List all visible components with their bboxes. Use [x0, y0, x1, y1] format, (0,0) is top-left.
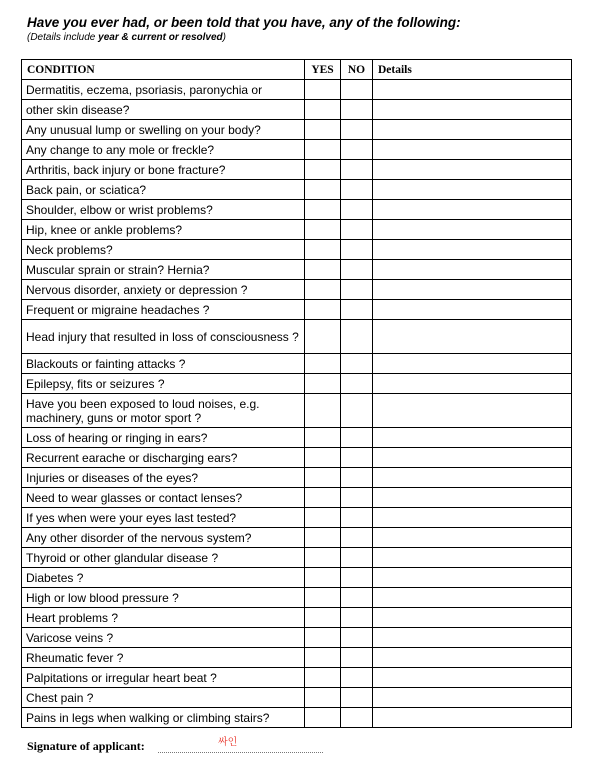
yes-checkbox-cell[interactable] — [305, 280, 341, 300]
yes-checkbox-cell[interactable] — [305, 588, 341, 608]
condition-cell: If yes when were your eyes last tested? — [22, 508, 305, 528]
details-field[interactable] — [373, 668, 572, 688]
no-checkbox-cell[interactable] — [341, 428, 373, 448]
details-field[interactable] — [373, 354, 572, 374]
signature-stamp: 싸인 — [218, 737, 238, 748]
details-field[interactable] — [373, 374, 572, 394]
header-condition: CONDITION — [22, 60, 305, 80]
yes-checkbox-cell[interactable] — [305, 300, 341, 320]
details-field[interactable] — [373, 320, 572, 354]
yes-checkbox-cell[interactable] — [305, 220, 341, 240]
no-checkbox-cell[interactable] — [341, 394, 373, 428]
condition-cell: Varicose veins ? — [22, 628, 305, 648]
table-row — [22, 240, 572, 260]
no-checkbox-cell[interactable] — [341, 708, 373, 728]
condition-cell: Loss of hearing or ringing in ears? — [22, 428, 305, 448]
condition-cell: Pains in legs when walking or climbing stairs? — [22, 708, 305, 728]
table-row — [22, 548, 572, 568]
no-checkbox-cell[interactable] — [341, 648, 373, 668]
condition-cell: Palpitations or irregular heart beat ? — [22, 668, 305, 688]
condition-cell: Heart problems ? — [22, 608, 305, 628]
no-checkbox-cell[interactable] — [341, 180, 373, 200]
yes-checkbox-cell[interactable] — [305, 708, 341, 728]
condition-cell: Any other disorder of the nervous system? — [22, 528, 305, 548]
no-checkbox-cell[interactable] — [341, 320, 373, 354]
no-checkbox-cell[interactable] — [341, 568, 373, 588]
no-checkbox-cell[interactable] — [341, 300, 373, 320]
yes-checkbox-cell[interactable] — [305, 374, 341, 394]
yes-checkbox-cell[interactable] — [305, 648, 341, 668]
table-row — [22, 528, 572, 548]
table-row — [22, 320, 572, 354]
no-checkbox-cell[interactable] — [341, 548, 373, 568]
details-field[interactable] — [373, 588, 572, 608]
condition-cell: Arthritis, back injury or bone fracture? — [22, 160, 305, 180]
table-row — [22, 428, 572, 448]
yes-checkbox-cell[interactable] — [305, 528, 341, 548]
details-field[interactable] — [373, 120, 572, 140]
yes-checkbox-cell[interactable] — [305, 320, 341, 354]
condition-cell: Thyroid or other glandular disease ? — [22, 548, 305, 568]
conditions-table — [21, 59, 572, 728]
yes-checkbox-cell[interactable] — [305, 568, 341, 588]
details-field[interactable] — [373, 468, 572, 488]
yes-checkbox-cell[interactable] — [305, 354, 341, 374]
table-row — [22, 448, 572, 468]
no-checkbox-cell[interactable] — [341, 528, 373, 548]
details-field[interactable] — [373, 300, 572, 320]
details-field[interactable] — [373, 180, 572, 200]
no-checkbox-cell[interactable] — [341, 508, 373, 528]
yes-checkbox-cell[interactable] — [305, 394, 341, 428]
no-checkbox-cell[interactable] — [341, 100, 373, 120]
no-checkbox-cell[interactable] — [341, 488, 373, 508]
details-field[interactable] — [373, 628, 572, 648]
table-row — [22, 394, 572, 428]
condition-cell: High or low blood pressure ? — [22, 588, 305, 608]
table-row — [22, 260, 572, 280]
form-subheading — [27, 32, 226, 43]
signature-label: Signature of applicant: — [27, 739, 145, 753]
no-checkbox-cell[interactable] — [341, 80, 373, 100]
yes-checkbox-cell[interactable] — [305, 508, 341, 528]
header-no: NO — [341, 60, 373, 80]
condition-cell: Back pain, or sciatica? — [22, 180, 305, 200]
yes-checkbox-cell[interactable] — [305, 160, 341, 180]
details-field[interactable] — [373, 240, 572, 260]
yes-checkbox-cell[interactable] — [305, 140, 341, 160]
condition-cell: Shoulder, elbow or wrist problems? — [22, 200, 305, 220]
details-field[interactable] — [373, 508, 572, 528]
yes-checkbox-cell[interactable] — [305, 200, 341, 220]
table-row — [22, 648, 572, 668]
condition-cell: Recurrent earache or discharging ears? — [22, 448, 305, 468]
yes-checkbox-cell[interactable] — [305, 468, 341, 488]
condition-cell: Blackouts or fainting attacks ? — [22, 354, 305, 374]
details-field[interactable] — [373, 528, 572, 548]
table-row — [22, 488, 572, 508]
subheading-suffix: ) — [222, 32, 226, 43]
no-checkbox-cell[interactable] — [341, 140, 373, 160]
table-row — [22, 468, 572, 488]
condition-cell: Epilepsy, fits or seizures ? — [22, 374, 305, 394]
table-row — [22, 120, 572, 140]
details-field[interactable] — [373, 568, 572, 588]
condition-cell: Frequent or migraine headaches ? — [22, 300, 305, 320]
condition-cell: Any unusual lump or swelling on your body? — [22, 120, 305, 140]
details-field[interactable] — [373, 688, 572, 708]
yes-checkbox-cell[interactable] — [305, 260, 341, 280]
details-field[interactable] — [373, 428, 572, 448]
condition-cell: Hip, knee or ankle problems? — [22, 220, 305, 240]
subheading-emphasis: year & current or resolved — [98, 32, 223, 43]
form-heading: Have you ever had, or been told that you have, any of the following: — [27, 15, 461, 30]
table-header-row — [22, 60, 572, 80]
details-field[interactable] — [373, 200, 572, 220]
table-row — [22, 354, 572, 374]
details-field[interactable] — [373, 608, 572, 628]
no-checkbox-cell[interactable] — [341, 220, 373, 240]
condition-cell: Muscular sprain or strain? Hernia? — [22, 260, 305, 280]
yes-checkbox-cell[interactable] — [305, 688, 341, 708]
yes-checkbox-cell[interactable] — [305, 240, 341, 260]
no-checkbox-cell[interactable] — [341, 200, 373, 220]
details-field[interactable] — [373, 548, 572, 568]
yes-checkbox-cell[interactable] — [305, 80, 341, 100]
yes-checkbox-cell[interactable] — [305, 100, 341, 120]
details-field[interactable] — [373, 394, 572, 428]
table-row — [22, 200, 572, 220]
table-row — [22, 300, 572, 320]
details-field[interactable] — [373, 100, 572, 120]
condition-cell: Chest pain ? — [22, 688, 305, 708]
table-row — [22, 280, 572, 300]
no-checkbox-cell[interactable] — [341, 374, 373, 394]
no-checkbox-cell[interactable] — [341, 120, 373, 140]
details-field[interactable] — [373, 260, 572, 280]
table-row — [22, 100, 572, 120]
condition-cell: Any change to any mole or freckle? — [22, 140, 305, 160]
condition-cell: Nervous disorder, anxiety or depression ? — [22, 280, 305, 300]
no-checkbox-cell[interactable] — [341, 448, 373, 468]
details-field[interactable] — [373, 220, 572, 240]
details-field[interactable] — [373, 708, 572, 728]
no-checkbox-cell[interactable] — [341, 160, 373, 180]
condition-cell: Diabetes ? — [22, 568, 305, 588]
yes-checkbox-cell[interactable] — [305, 668, 341, 688]
signature-line[interactable] — [158, 752, 323, 753]
no-checkbox-cell[interactable] — [341, 468, 373, 488]
no-checkbox-cell[interactable] — [341, 354, 373, 374]
table-row — [22, 140, 572, 160]
table-row — [22, 80, 572, 100]
header-details: Details — [373, 60, 572, 80]
no-checkbox-cell[interactable] — [341, 588, 373, 608]
table-row — [22, 508, 572, 528]
table-row — [22, 708, 572, 728]
no-checkbox-cell[interactable] — [341, 280, 373, 300]
details-field[interactable] — [373, 280, 572, 300]
table-row — [22, 688, 572, 708]
header-yes: YES — [305, 60, 341, 80]
condition-cell: Neck problems? — [22, 240, 305, 260]
no-checkbox-cell[interactable] — [341, 688, 373, 708]
details-field[interactable] — [373, 80, 572, 100]
table-row — [22, 374, 572, 394]
condition-cell: Dermatitis, eczema, psoriasis, paronychia or — [22, 80, 305, 100]
table-row — [22, 180, 572, 200]
yes-checkbox-cell[interactable] — [305, 448, 341, 468]
yes-checkbox-cell[interactable] — [305, 120, 341, 140]
table-row — [22, 608, 572, 628]
condition-cell: Injuries or diseases of the eyes? — [22, 468, 305, 488]
condition-cell: Need to wear glasses or contact lenses? — [22, 488, 305, 508]
yes-checkbox-cell[interactable] — [305, 428, 341, 448]
no-checkbox-cell[interactable] — [341, 608, 373, 628]
details-field[interactable] — [373, 160, 572, 180]
details-field[interactable] — [373, 448, 572, 468]
table-row — [22, 668, 572, 688]
yes-checkbox-cell[interactable] — [305, 180, 341, 200]
details-field[interactable] — [373, 140, 572, 160]
table-row — [22, 588, 572, 608]
no-checkbox-cell[interactable] — [341, 260, 373, 280]
conditions-body — [22, 80, 572, 728]
no-checkbox-cell[interactable] — [341, 668, 373, 688]
details-field[interactable] — [373, 648, 572, 668]
yes-checkbox-cell[interactable] — [305, 488, 341, 508]
condition-cell: Rheumatic fever ? — [22, 648, 305, 668]
yes-checkbox-cell[interactable] — [305, 608, 341, 628]
yes-checkbox-cell[interactable] — [305, 548, 341, 568]
no-checkbox-cell[interactable] — [341, 240, 373, 260]
no-checkbox-cell[interactable] — [341, 628, 373, 648]
table-row — [22, 220, 572, 240]
condition-cell: other skin disease? — [22, 100, 305, 120]
details-field[interactable] — [373, 488, 572, 508]
condition-cell: Head injury that resulted in loss of consciousness ? — [22, 320, 305, 354]
subheading-prefix: (Details include — [27, 32, 99, 43]
condition-cell: Have you been exposed to loud noises, e.g. machinery, guns or motor sport ? — [22, 394, 305, 428]
table-row — [22, 160, 572, 180]
yes-checkbox-cell[interactable] — [305, 628, 341, 648]
table-row — [22, 628, 572, 648]
table-row — [22, 568, 572, 588]
